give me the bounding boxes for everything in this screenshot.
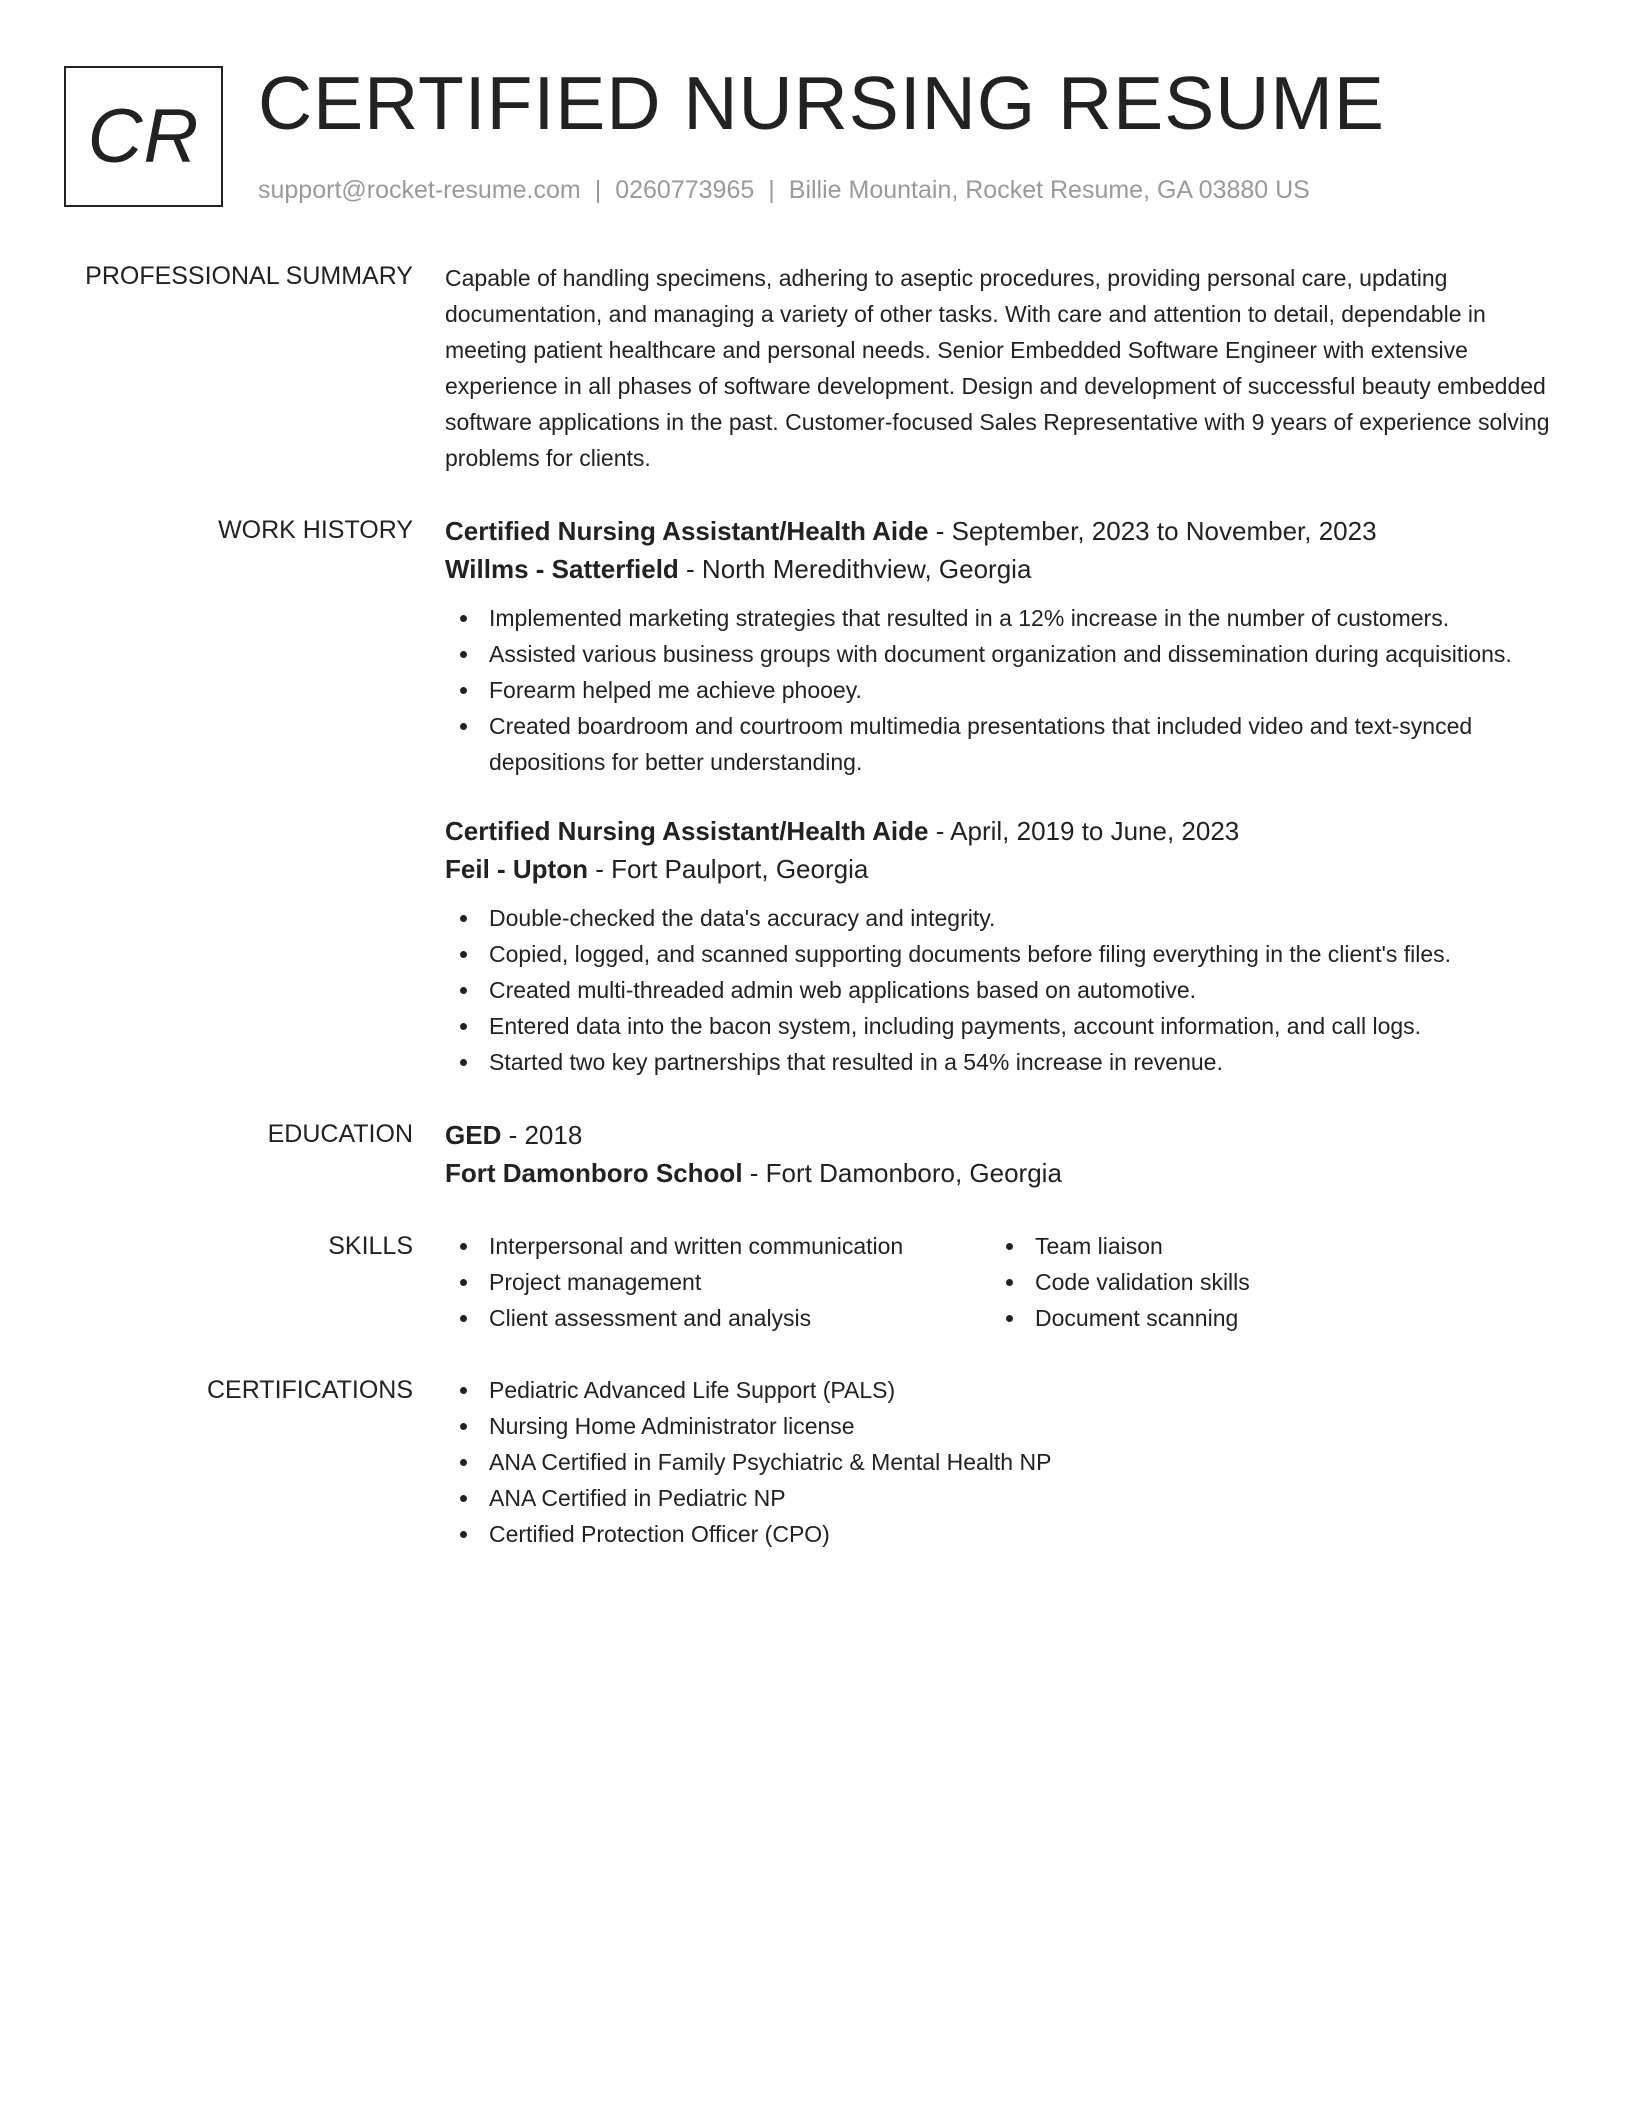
job-location: - North Meredithview, Georgia: [678, 554, 1032, 584]
section-label-skills: SKILLS: [328, 1232, 413, 1260]
job-company-line: [445, 550, 1555, 588]
certifications-body: [445, 1372, 1555, 1552]
job-title-line: [445, 512, 1555, 550]
section-label-summary: PROFESSIONAL SUMMARY: [85, 262, 413, 290]
skill-item: Code validation skills: [991, 1264, 1537, 1300]
job-company: Willms - Satterfield: [445, 554, 679, 584]
job-bullet: Forearm helped me achieve phooey.: [445, 672, 1555, 708]
job-bullet: Entered data into the bacon system, including payments, account information, and call logs.: [445, 1008, 1555, 1044]
skill-item: Document scanning: [991, 1300, 1537, 1336]
skills-grid: [445, 1228, 1555, 1336]
education-degree-line: [445, 1116, 1555, 1154]
skill-item: Project management: [445, 1264, 991, 1300]
contact-line: [258, 174, 1310, 206]
skill-item: Client assessment and analysis: [445, 1300, 991, 1336]
job-bullet: Started two key partnerships that resulted in a 54% increase in revenue.: [445, 1044, 1555, 1080]
section-label-education: EDUCATION: [267, 1120, 413, 1148]
certification-item: ANA Certified in Family Psychiatric & Mental Health NP: [445, 1444, 1555, 1480]
contact-separator: |: [768, 176, 775, 204]
job-bullet: Double-checked the data's accuracy and integrity.: [445, 900, 1555, 936]
certifications-section: [0, 1372, 1632, 1552]
skills-body: [445, 1228, 1555, 1336]
job-title: Certified Nursing Assistant/Health Aide: [445, 816, 929, 846]
summary-text: Capable of handling specimens, adhering to aseptic procedures, providing personal care, updating documentation, and managing a variety of other tasks. With care and attention to detail, dependable in meeting patient healthcare and personal needs. Senior Embedded Software Engineer with extensive experience in all phases of software development. Design and development of successful beauty embedded software applications in the past. Customer-focused Sales Representative with 9 years of experience solving problems for clients.: [445, 265, 1550, 471]
section-label-certifications: CERTIFICATIONS: [206, 1376, 413, 1404]
education-year: - 2018: [501, 1120, 583, 1150]
monogram-initials: CR: [87, 94, 200, 179]
education-body: [445, 1116, 1555, 1192]
certification-item: ANA Certified in Pediatric NP: [445, 1480, 1555, 1516]
job-bullet-list: [445, 600, 1555, 780]
monogram-box: [64, 66, 223, 207]
skills-column-right: [991, 1228, 1537, 1336]
education-location: - Fort Damonboro, Georgia: [742, 1158, 1062, 1188]
job-bullet: Implemented marketing strategies that resulted in a 12% increase in the number of customers.: [445, 600, 1555, 636]
skill-item: Team liaison: [991, 1228, 1537, 1264]
skills-column-left: [445, 1228, 991, 1336]
job-bullet: Assisted various business groups with document organization and dissemination during acquisitions.: [445, 636, 1555, 672]
work-history-section: [0, 512, 1632, 1080]
work-history-body: [445, 512, 1555, 1080]
summary-body: [445, 258, 1555, 476]
contact-separator: |: [594, 176, 602, 204]
job-location: - Fort Paulport, Georgia: [587, 854, 869, 884]
job-bullet: Copied, logged, and scanned supporting documents before filing everything in the client's files.: [445, 936, 1555, 972]
skills-list: [991, 1228, 1537, 1336]
education-school-line: [445, 1154, 1555, 1192]
education-degree: GED: [445, 1120, 502, 1150]
skill-item: Interpersonal and written communication: [445, 1228, 991, 1264]
skills-list: [445, 1228, 991, 1336]
job-entry: [445, 812, 1555, 1080]
job-title: Certified Nursing Assistant/Health Aide: [445, 516, 929, 546]
resume-title: CERTIFIED NURSING RESUME: [258, 61, 1385, 145]
contact-phone[interactable]: 0260773965: [615, 176, 755, 204]
job-bullet: Created multi-threaded admin web applications based on automotive.: [445, 972, 1555, 1008]
contact-email[interactable]: support@rocket-resume.com: [258, 176, 581, 204]
job-dates: - September, 2023 to November, 2023: [928, 516, 1377, 546]
contact-address: Billie Mountain, Rocket Resume, GA 03880 US: [788, 176, 1310, 204]
job-company: Feil - Upton: [445, 854, 588, 884]
skills-section: [0, 1228, 1632, 1336]
job-company-line: [445, 850, 1555, 888]
job-bullet: Created boardroom and courtroom multimedia presentations that included video and text-synced depositions for better understanding.: [445, 708, 1555, 780]
job-bullet-list: [445, 900, 1555, 1080]
certification-item: Nursing Home Administrator license: [445, 1408, 1555, 1444]
section-label-work-history: WORK HISTORY: [218, 516, 413, 544]
job-title-line: [445, 812, 1555, 850]
education-section: [0, 1116, 1632, 1192]
summary-section: [0, 258, 1632, 476]
job-dates: - April, 2019 to June, 2023: [928, 816, 1240, 846]
resume-content: [0, 258, 1632, 1588]
certification-item: Pediatric Advanced Life Support (PALS): [445, 1372, 1555, 1408]
certifications-list: [445, 1372, 1555, 1552]
education-school: Fort Damonboro School: [445, 1158, 743, 1188]
certification-item: Certified Protection Officer (CPO): [445, 1516, 1555, 1552]
job-entry: [445, 512, 1555, 780]
